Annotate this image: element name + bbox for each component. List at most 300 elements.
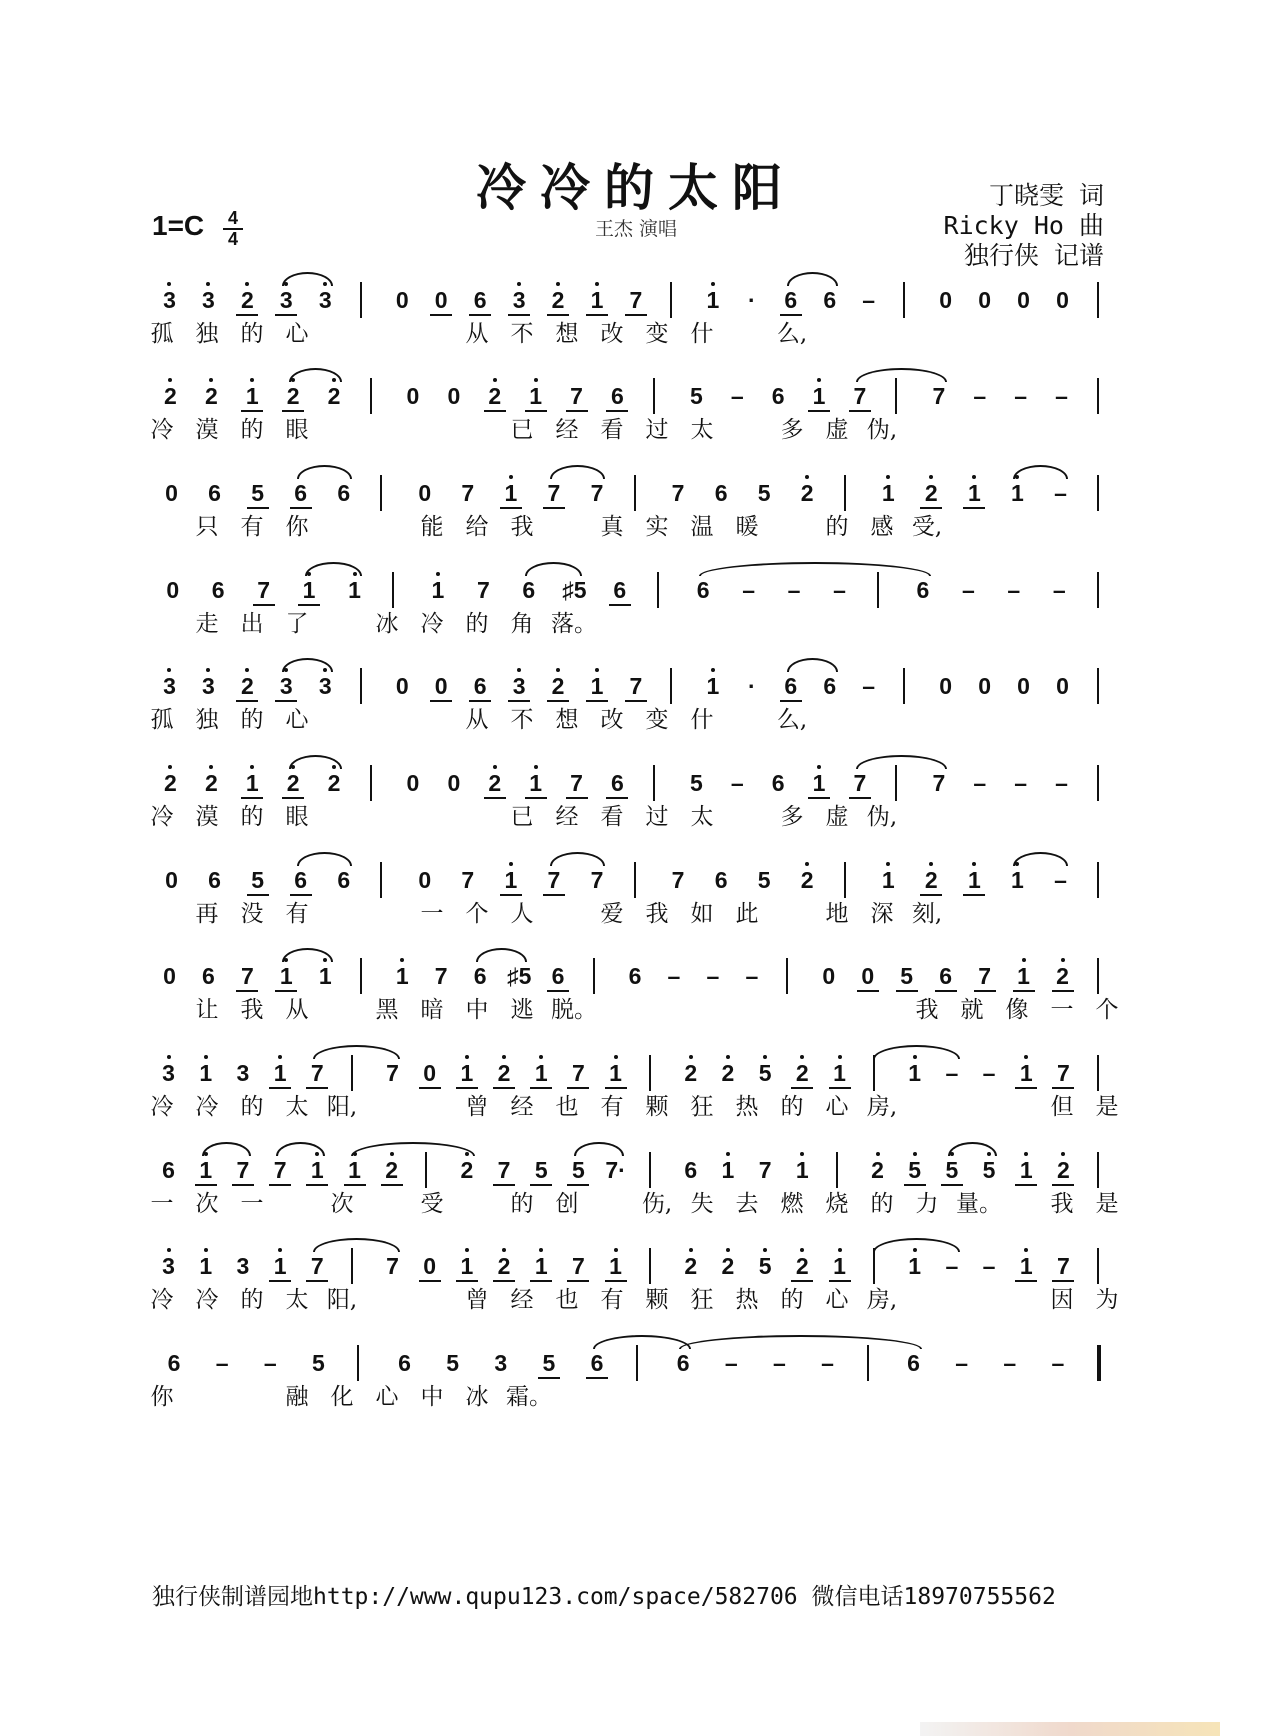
lyric-char: 融 [285, 1384, 309, 1410]
lyric-char: 么, [776, 707, 808, 733]
note: 1 [524, 771, 548, 795]
lyric-char: 孤 [150, 321, 174, 347]
note: 3 [507, 674, 531, 698]
note: 0 [939, 673, 953, 699]
barline [634, 862, 636, 898]
octave-dot [711, 668, 715, 672]
underline-beat [963, 507, 985, 509]
underline-beat [381, 1184, 403, 1186]
lyric-char: 冷 [150, 804, 174, 830]
note: – [1054, 867, 1067, 893]
underline-beat [306, 1087, 328, 1089]
note: 6 [337, 480, 351, 506]
underline-beat [605, 1087, 627, 1089]
octave-dot [209, 378, 213, 382]
underline-beat [586, 700, 608, 702]
note: – [730, 770, 744, 796]
lyrics-line [150, 1284, 1120, 1318]
tie-arc [550, 465, 605, 479]
note: 2 [492, 1061, 516, 1085]
lyric-char: 的 [240, 804, 264, 830]
note: 1 [790, 1158, 814, 1182]
barline [895, 378, 897, 414]
octave-dot [168, 378, 172, 382]
underline-beat [791, 1280, 813, 1282]
note: – [1055, 770, 1068, 796]
score-row [150, 1246, 1120, 1318]
underline-beat [269, 1184, 291, 1186]
lyric-char: 地 [825, 901, 849, 927]
notation-line [150, 956, 1120, 994]
lyric-char: 曾 [465, 1287, 489, 1313]
octave-dot [1022, 958, 1026, 962]
note: 6 [208, 867, 221, 893]
octave-dot [465, 1248, 469, 1252]
note: 1 [194, 1158, 218, 1182]
tie-arc [679, 1335, 921, 1349]
note: 5 [689, 383, 703, 409]
note: 0 [447, 383, 461, 409]
tie-arc [351, 1142, 475, 1156]
lyric-char: 伤, [641, 1191, 673, 1217]
lyric-char: 的 [825, 514, 849, 540]
octave-dot [278, 1248, 282, 1252]
note: · [748, 673, 756, 699]
note: 6 [823, 287, 837, 313]
note: 2 [483, 771, 507, 795]
octave-dot [1061, 1152, 1065, 1156]
note: 7 [565, 771, 589, 795]
barline [380, 862, 382, 898]
underline-beat [525, 410, 547, 412]
underline-beat [530, 1280, 552, 1282]
note: 7 [305, 1061, 329, 1085]
lyric-char: 脱。 [551, 997, 597, 1023]
note: 7 [252, 578, 276, 602]
note: 1 [297, 578, 321, 602]
underline-beat [780, 314, 802, 316]
lyric-char: 了 [285, 611, 309, 637]
octave-dot [167, 1055, 171, 1059]
underline-beat [493, 1087, 515, 1089]
note: 0 [856, 964, 880, 988]
lyric-char: 心 [375, 1384, 399, 1410]
octave-dot [517, 282, 521, 286]
underline-beat [241, 410, 263, 412]
note: 0 [939, 287, 953, 313]
tie-arc [1013, 465, 1068, 479]
note: 7 [932, 383, 946, 409]
lyric-char: 像 [1005, 997, 1029, 1023]
barline [844, 862, 846, 898]
barline [636, 1345, 638, 1381]
lyric-char: 冰 [375, 611, 399, 637]
octave-dot [534, 765, 538, 769]
tie-arc [787, 272, 838, 286]
underline-beat [566, 410, 588, 412]
lyric-char: 心 [285, 707, 309, 733]
note: 7· [605, 1157, 626, 1183]
note: 1 [390, 964, 414, 988]
octave-dot [539, 1055, 543, 1059]
octave-dot [805, 862, 809, 866]
note: 2 [492, 1254, 516, 1278]
note: 7 [590, 480, 604, 506]
note: 7 [461, 480, 475, 506]
lyric-char: 个 [1095, 997, 1119, 1023]
note: 7 [848, 384, 872, 408]
underline-beat [547, 700, 569, 702]
note: 1 [807, 771, 831, 795]
note: 7 [671, 480, 685, 506]
lyric-char: 为 [1095, 1287, 1119, 1313]
octave-dot [800, 1248, 804, 1252]
barline [370, 378, 372, 414]
note: 1 [343, 578, 367, 602]
time-signature-bottom: 4 [227, 229, 238, 249]
note: 6 [605, 771, 629, 795]
note: – [1014, 383, 1028, 409]
note: 6 [628, 963, 642, 989]
note: 6 [546, 964, 570, 988]
lyric-char: 一 [150, 1191, 174, 1217]
lyric-char: 房, [866, 1287, 898, 1313]
note: 6 [907, 1350, 920, 1376]
note: 6 [468, 288, 492, 312]
lyric-char: 因 [1050, 1287, 1074, 1313]
note: 5 [753, 1254, 777, 1278]
lyric-char: 伪, [866, 804, 898, 830]
song-title: 冷冷的太阳 [476, 158, 796, 217]
tie-arc [873, 1045, 960, 1059]
octave-dot [726, 1055, 730, 1059]
barline [360, 958, 362, 994]
note: 2 [199, 384, 223, 408]
note: 6 [289, 481, 313, 505]
underline-beat [941, 1184, 963, 1186]
note: – [982, 1060, 996, 1086]
tie-arc [282, 272, 333, 286]
note: 2 [716, 1254, 740, 1278]
underline-beat [500, 507, 522, 509]
lyric-char: 但 [1050, 1094, 1074, 1120]
lyric-char: 的 [240, 1094, 264, 1120]
note: 0 [418, 1061, 442, 1085]
lyric-char: 烧 [825, 1191, 849, 1217]
underline-beat [567, 1184, 589, 1186]
barline [1097, 572, 1099, 608]
lyric-char: 心 [825, 1094, 849, 1120]
lyric-char: 的 [240, 707, 264, 733]
underline-beat [344, 1184, 366, 1186]
note: 1 [962, 481, 986, 505]
octave-dot [206, 668, 210, 672]
note: 1 [426, 578, 450, 602]
note: – [730, 383, 744, 409]
final-barline [1097, 1345, 1101, 1381]
lyrics-line [150, 1188, 1120, 1222]
note: 2 [322, 771, 346, 795]
barline [357, 1345, 359, 1381]
underline-beat [232, 1184, 254, 1186]
notation-line [150, 570, 1120, 608]
note: 0 [165, 480, 178, 506]
note: 0 [406, 770, 420, 796]
lyric-char: 冷 [150, 1094, 174, 1120]
lyric-char: 过 [645, 804, 669, 830]
underline-beat [306, 1280, 328, 1282]
note: 1 [455, 1254, 479, 1278]
notation-line [150, 860, 1120, 898]
octave-dot [1024, 1248, 1028, 1252]
underline-beat [849, 410, 871, 412]
octave-dot [838, 1055, 842, 1059]
note: 2 [716, 1061, 740, 1085]
underline-beat [974, 990, 996, 992]
octave-dot [711, 282, 715, 286]
lyrics-line [150, 1091, 1120, 1125]
lyric-char: 有 [285, 901, 309, 927]
octave-dot [972, 475, 976, 479]
underline-beat [236, 700, 258, 702]
underline-beat [791, 1087, 813, 1089]
lyric-char: 给 [465, 514, 489, 540]
octave-dot [204, 1055, 208, 1059]
note: 0 [395, 287, 409, 313]
lyric-char: 什 [690, 321, 714, 347]
barline [786, 958, 788, 994]
note: – [263, 1350, 277, 1376]
note: 1 [499, 868, 523, 892]
note: 2 [679, 1254, 703, 1278]
note: 1 [1014, 1061, 1038, 1085]
tie-arc [550, 852, 605, 866]
octave-dot [278, 1055, 282, 1059]
note: 2 [1051, 964, 1075, 988]
lyric-char: 的 [240, 1287, 264, 1313]
lyric-char: 的 [465, 611, 489, 637]
lyric-char: 刻, [911, 901, 943, 927]
tie-arc [305, 562, 362, 576]
lyric-char: 经 [510, 1094, 534, 1120]
note: 0 [166, 577, 180, 603]
underline-beat [829, 1087, 851, 1089]
barline [657, 572, 659, 608]
note: 0 [418, 1254, 442, 1278]
lyric-char: 冷 [150, 417, 174, 443]
lyric-char: 什 [690, 707, 714, 733]
note: 5 [753, 1061, 777, 1085]
note: 7 [434, 963, 448, 989]
lyric-char: 受 [420, 1191, 444, 1217]
note: 1 [962, 868, 986, 892]
note: 1 [240, 384, 264, 408]
barline [649, 1152, 651, 1188]
lyric-char: 也 [555, 1287, 579, 1313]
underline-beat [430, 314, 452, 316]
note: – [862, 287, 876, 313]
tie-arc [787, 658, 838, 672]
octave-dot [876, 1152, 880, 1156]
note: – [1051, 1350, 1065, 1376]
underline-beat [625, 700, 647, 702]
singer-credit: 王杰 演唱 [594, 218, 678, 240]
lyric-char: 太 [285, 1287, 309, 1313]
note: 6 [608, 578, 632, 602]
underline-beat [290, 894, 312, 896]
note: 1 [701, 674, 725, 698]
barline [1097, 475, 1099, 511]
note: – [772, 1350, 786, 1376]
lyric-char: 暖 [735, 514, 759, 540]
lyric-char: 个 [465, 901, 489, 927]
octave-dot [502, 1055, 506, 1059]
lyric-char: 热 [735, 1094, 759, 1120]
note: 2 [866, 1158, 890, 1182]
tie-arc [476, 948, 527, 962]
note: 3 [157, 288, 181, 312]
note: – [1007, 577, 1021, 603]
note: 5 [246, 868, 270, 892]
lyric-char: 想 [555, 321, 579, 347]
note: 5 [757, 480, 771, 506]
note: 2 [235, 674, 259, 698]
lyrics-line [150, 608, 1120, 642]
underline-beat [920, 507, 942, 509]
octave-dot [817, 378, 821, 382]
note: 1 [305, 1158, 329, 1182]
barline [380, 475, 382, 511]
octave-dot [204, 1248, 208, 1252]
tie-arc [313, 1238, 400, 1252]
underline-beat [275, 700, 297, 702]
barline [392, 572, 394, 608]
lyric-char: 太 [690, 804, 714, 830]
note: 5 [977, 1158, 1001, 1182]
underline-beat [282, 797, 304, 799]
barline [1097, 1248, 1099, 1284]
note: 1 [876, 868, 900, 892]
underline-beat [963, 894, 985, 896]
octave-dot [972, 862, 976, 866]
octave-dot [556, 668, 560, 672]
note: 7 [492, 1158, 516, 1182]
lyric-char: 霜。 [506, 1384, 552, 1410]
note: 6 [676, 1350, 690, 1376]
barline [1097, 1152, 1099, 1188]
note: – [667, 963, 681, 989]
lyric-char: 多 [780, 417, 804, 443]
lyric-char: 量。 [956, 1191, 1002, 1217]
barline [351, 1248, 353, 1284]
lyric-char: 经 [555, 804, 579, 830]
lyric-char: 看 [600, 417, 624, 443]
underline-beat [241, 797, 263, 799]
octave-dot [817, 765, 821, 769]
note: 7 [848, 771, 872, 795]
lyric-char: 中 [420, 1384, 444, 1410]
lyric-char: 眼 [285, 804, 309, 830]
score-row [150, 956, 1120, 1028]
octave-dot [838, 1248, 842, 1252]
score-row [150, 763, 1120, 835]
underline-beat [1052, 990, 1074, 992]
note: 1 [807, 384, 831, 408]
octave-dot [206, 282, 210, 286]
barline [1097, 958, 1099, 994]
note: 1 [585, 288, 609, 312]
barline [836, 1152, 838, 1188]
barline [360, 668, 362, 704]
lyric-char: 不 [510, 707, 534, 733]
lyrics-line [150, 414, 1120, 448]
lyric-char: 想 [555, 707, 579, 733]
note: 6 [696, 577, 710, 603]
note: 2 [322, 384, 346, 408]
note: – [1014, 770, 1028, 796]
note: 5 [529, 1158, 553, 1182]
note: – [706, 963, 720, 989]
octave-dot [167, 668, 171, 672]
note: 0 [1056, 673, 1069, 699]
note: 3 [157, 1254, 181, 1278]
note: 1 [1014, 1254, 1038, 1278]
note: – [1054, 480, 1067, 506]
note: 2 [919, 481, 943, 505]
underline-beat [849, 797, 871, 799]
note: 3 [313, 674, 337, 698]
lyric-char: 伪, [866, 417, 898, 443]
lyric-char: 漠 [195, 804, 219, 830]
underline-beat [236, 314, 258, 316]
octave-dot [465, 1055, 469, 1059]
lyric-char: 冰 [465, 1384, 489, 1410]
lyric-char: 我 [1050, 1191, 1074, 1217]
note: – [724, 1350, 738, 1376]
lyric-char: 暗 [420, 997, 444, 1023]
watermark-strip [920, 1722, 1220, 1736]
note: 6 [779, 288, 803, 312]
lyric-char: 角 [510, 611, 534, 637]
note: 7 [305, 1254, 329, 1278]
barline [1097, 765, 1099, 801]
note: 1 [903, 1254, 927, 1278]
score-row [150, 473, 1120, 545]
note: 1 [828, 1061, 852, 1085]
notation-line [150, 763, 1120, 801]
underline-beat [586, 314, 608, 316]
underline-beat [290, 507, 312, 509]
lyric-char: 失 [690, 1191, 714, 1217]
lyric-char: 过 [645, 417, 669, 443]
time-signature-top: 4 [227, 208, 238, 228]
note: 6 [771, 770, 785, 796]
lyric-char: 变 [645, 707, 669, 733]
note: – [1055, 383, 1068, 409]
octave-dot [250, 765, 254, 769]
note: 1 [274, 964, 298, 988]
note: 0 [395, 673, 409, 699]
note: 6 [934, 964, 958, 988]
tie-arc [289, 755, 342, 769]
note: – [833, 577, 846, 603]
barline [1097, 282, 1099, 318]
tie-arc [276, 1142, 325, 1156]
note: – [973, 383, 987, 409]
note: 7 [235, 964, 259, 988]
note: 1 [524, 384, 548, 408]
note: 6 [522, 577, 536, 603]
